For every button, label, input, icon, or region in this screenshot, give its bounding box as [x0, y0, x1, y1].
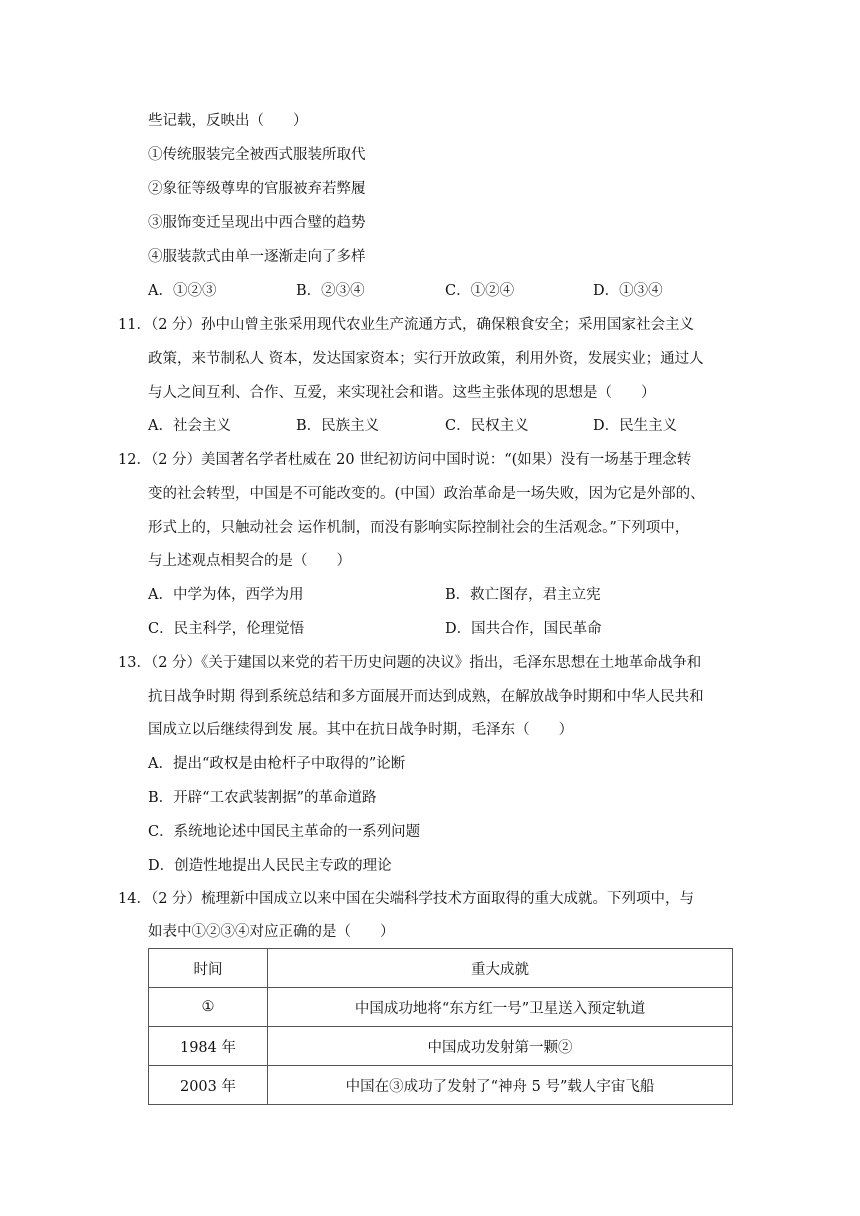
table-row — [149, 1027, 733, 1066]
cell-time: 2003 年 — [149, 1066, 268, 1105]
cell-time: 1984 年 — [149, 1027, 268, 1066]
q12-option-b: B．救亡图存，君主立宪 — [445, 587, 601, 603]
q13-option-a: A．提出“政权是由枪杆子中取得的”论断 — [148, 756, 406, 772]
q10-option-a: A．①②③ — [148, 283, 217, 299]
cell-achievement: 中国成功发射第一颗② — [268, 1027, 733, 1066]
q11-option-c: C．民权主义 — [445, 418, 529, 434]
table-row — [149, 1066, 733, 1105]
table-header-row — [149, 949, 733, 988]
q12-stem-line-4: 与上述观点相契合的是（ ） — [148, 553, 351, 569]
q10-statement-4: ④服装款式由单一逐渐走向了多样 — [148, 249, 366, 265]
q13-option-b: B．开辟“工农武装割据”的革命道路 — [148, 790, 377, 806]
q13-option-c: C．系统地论述中国民主革命的一系列问题 — [148, 824, 421, 840]
q11-stem-line-1: 11．（2 分）孙中山曾主张采用现代农业生产流通方式，确保粮食安全；采用国家社会主义 — [118, 317, 695, 333]
q12-stem-line-2: 变的社会转型，中国是不可能改变的。(中国）政治革命是一场失败，因为它是外部的、 — [148, 486, 705, 502]
table-row — [149, 988, 733, 1027]
q10-option-d: D．①③④ — [593, 283, 663, 299]
cell-time: ① — [149, 988, 268, 1027]
q13-stem-line-2: 抗日战争时期 得到系统总结和多方面展开而达到成熟，在解放战争时期和中华人民共和 — [148, 689, 704, 705]
q11-option-d: D．民生主义 — [593, 418, 678, 434]
cell-achievement: 中国在③成功了发射了“神舟 5 号”载人宇宙飞船 — [268, 1066, 733, 1105]
q10-option-c: C．①②④ — [445, 283, 515, 299]
cell-achievement: 中国成功地将“东方红一号”卫星送入预定轨道 — [268, 988, 733, 1027]
q13-option-d: D．创造性地提出人民民主专政的理论 — [148, 858, 392, 874]
q12-stem-line-3: 形式上的，只触动社会 运作机制，而没有影响实际控制社会的生活观念。”下列项中， — [148, 520, 690, 536]
q12-stem-line-1: 12．（2 分）美国著名学者杜威在 20 世纪初访问中国时说：“(如果）没有一场基于理念转 — [118, 452, 692, 468]
header-time: 时间 — [149, 949, 268, 988]
q14-stem-line-1: 14．（2 分）梳理新中国成立以来中国在尖端科学技术方面取得的重大成就。下列项中，与 — [118, 891, 695, 907]
q10-statement-1: ①传统服装完全被西式服装所取代 — [148, 147, 366, 163]
q13-stem-line-3: 国成立以后继续得到发 展。其中在抗日战争时期，毛泽东（ ） — [148, 722, 574, 738]
q11-stem-line-3: 与人之间互利、合作、互爱，来实现社会和谐。这些主张体现的思想是（ ） — [148, 385, 656, 401]
q14-stem-line-2: 如表中①②③④对应正确的是（ ） — [148, 924, 395, 940]
q13-stem-line-1: 13．（2 分）《关于建国以来党的若干历史问题的决议》指出，毛泽东思想在土地革命战争和 — [118, 655, 702, 671]
q11-option-a: A．社会主义 — [148, 418, 231, 434]
q10-statement-2: ②象征等级尊卑的官服被弃若弊履 — [148, 181, 366, 197]
q12-option-c: C．民主科学，伦理觉悟 — [148, 621, 305, 637]
q10-stem-tail: 些记载，反映出（ ） — [148, 113, 308, 129]
q11-stem-line-2: 政策，来节制私人 资本，发达国家资本；实行开放政策，利用外资，发展实业；通过人 — [148, 351, 704, 367]
header-achievement: 重大成就 — [268, 949, 733, 988]
q12-option-d: D．国共合作，国民革命 — [445, 621, 602, 637]
q10-statement-3: ③服饰变迁呈现出中西合璧的趋势 — [148, 215, 366, 231]
q11-option-b: B．民族主义 — [296, 418, 380, 434]
q12-option-a: A．中学为体，西学为用 — [148, 587, 304, 603]
q10-option-b: B．②③④ — [296, 283, 365, 299]
q14-achievement-table — [148, 948, 733, 1105]
